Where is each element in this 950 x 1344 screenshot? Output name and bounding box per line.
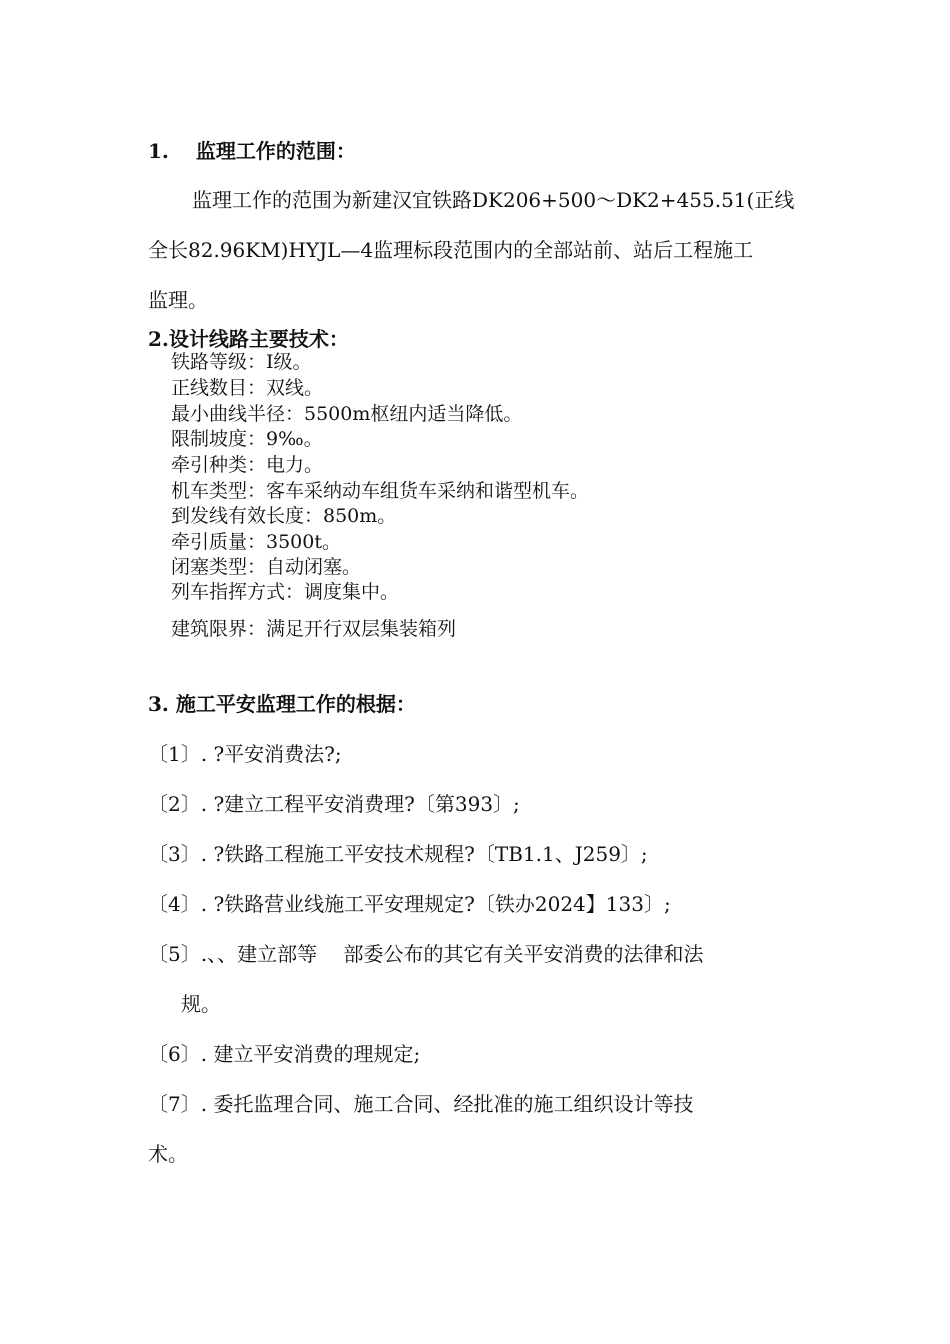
section-1-paragraph-line: 全长82.96KM)HYJL—4监理标段范围内的全部站前、站后工程施工	[148, 238, 754, 262]
basis-list-item-continuation: 术。	[148, 1142, 188, 1166]
tech-spec-item: 正线数目：双线。	[171, 377, 324, 399]
tech-spec-item: 闭塞类型：自动闭塞。	[171, 556, 362, 578]
section-3-heading: 3. 施工平安监理工作的根据：	[148, 692, 416, 716]
tech-spec-item: 牵引质量：3500t。	[171, 531, 341, 553]
tech-spec-item: 到发线有效长度：850m。	[171, 505, 397, 527]
tech-spec-item: 牵引种类：电力。	[171, 454, 324, 476]
basis-list-item: 〔3〕. ?铁路工程施工平安技术规程?〔TB1.1、J259〕;	[148, 842, 648, 866]
tech-spec-item: 限制坡度：9‰。	[171, 428, 323, 450]
basis-list-item: 〔5〕.、、建立部等 部委公布的其它有关平安消费的法律和法	[148, 942, 704, 966]
basis-list-item: 〔2〕. ?建立工程平安消费理?〔第393〕;	[148, 792, 520, 816]
section-2-heading: 2.设计线路主要技术：	[148, 327, 349, 351]
basis-list-item-continuation: 规。	[181, 992, 221, 1016]
tech-spec-item: 铁路等级：Ⅰ级。	[171, 351, 312, 373]
tech-spec-item: 最小曲线半径：5500m枢纽内适当降低。	[171, 403, 523, 425]
basis-list-item: 〔1〕. ?平安消费法?;	[148, 742, 342, 766]
basis-list-item: 〔6〕. 建立平安消费的理规定;	[148, 1042, 421, 1066]
section-1-paragraph-line: 监理。	[148, 288, 208, 312]
section-1-paragraph-line: 监理工作的范围为新建汉宜铁路DK206+500～DK2+455.51(正线	[192, 188, 795, 212]
basis-list-item: 〔7〕. 委托监理合同、施工合同、经批准的施工组织设计等技	[148, 1092, 694, 1116]
tech-spec-item: 列车指挥方式：调度集中。	[171, 581, 400, 603]
tech-spec-item: 建筑限界：满足开行双层集装箱列	[171, 618, 457, 640]
section-1-heading: 1. 监理工作的范围：	[148, 139, 356, 163]
tech-spec-item: 机车类型：客车采纳动车组货车采纳和谐型机车。	[171, 480, 590, 502]
basis-list-item: 〔4〕. ?铁路营业线施工平安理规定?〔铁办2024】133〕;	[148, 892, 671, 916]
